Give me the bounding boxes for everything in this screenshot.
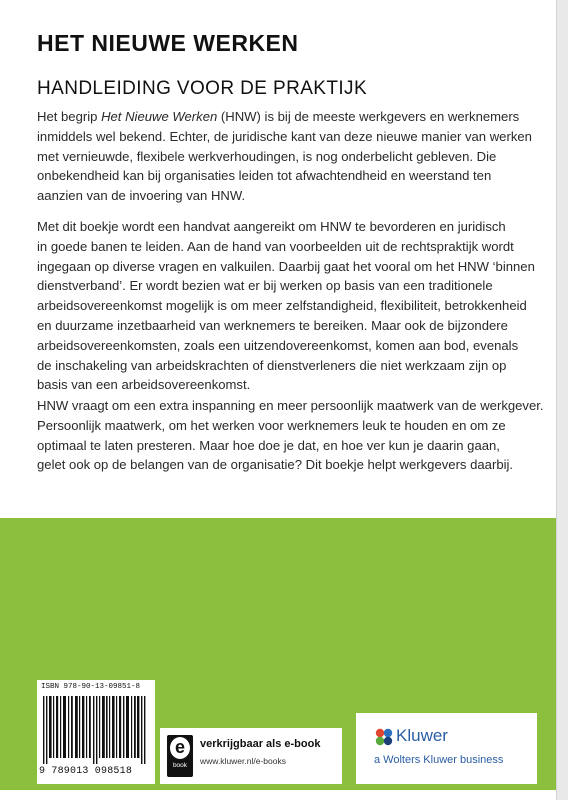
paragraph-line: inmiddels wel bekend. Echter, de juridische kant van deze nieuwe manier van werken (37, 128, 532, 144)
ebook-url: www.kluwer.nl/e-books (200, 756, 286, 766)
paragraph-line: en duurzame inzetbaarheid van werknemers te bereiken. Maar ook de bijzondere (37, 317, 508, 333)
paragraph-line: ingegaan op diverse vragen en valkuilen. Daarbij gaat het vooral om het HNW ‘binnen (37, 258, 535, 274)
ebook-icon (167, 735, 193, 777)
paragraph-line: arbeidsovereenkomsten, zoals een uitzendovereenkomst, komen aan bod, evenals (37, 337, 519, 353)
paragraph-line: optimaal te laten presteren. Maar hoe doe je dat, en hoe ver kun je daarin gaan, (37, 437, 500, 453)
barcode-icon (41, 696, 151, 764)
paragraph-line: de inschakeling van arbeidskrachten of dienstverleners die niet werkzaam zijn op (37, 357, 507, 373)
paragraph-maatwerk (37, 396, 544, 475)
ebook-badge (160, 728, 342, 784)
barcode-digits: 9 789013 098518 (39, 766, 133, 777)
paragraph-intro (37, 107, 537, 206)
paragraph-line: onbekendheid kan bij organisaties leiden tot afwachtendheid en weerstand ten (37, 168, 492, 184)
kluwer-logo-icon (374, 727, 394, 747)
paragraph-line: HNW vraagt om een extra inspanning en meer persoonlijk maatwerk van de werkgever. (37, 398, 544, 413)
paragraph-line: dienstverband’. Er wordt bezien wat er bij werken op basis van een traditionele (37, 278, 493, 294)
publisher-tagline: a Wolters Kluwer business (374, 754, 504, 766)
paragraph-line: met vernieuwde, flexibele werkverhoudingen, is nog onderbelicht gebleven. Die (37, 148, 497, 164)
paragraph-handvat (37, 217, 537, 395)
paragraph-line: basis van een arbeidsovereenkomst. (37, 377, 251, 393)
publisher-name: Kluwer (396, 726, 448, 745)
book-subtitle: HANDLEIDING VOOR DE PRAKTIJK (37, 78, 368, 99)
paragraph-line: arbeidsovereenkomst mogelijk is om meer zelfstandigheid, flexibiliteit, betrokkenheid (37, 298, 527, 314)
ebook-icon-letter: e (170, 737, 190, 759)
isbn-text: ISBN 978-90-13-09851-8 (41, 683, 141, 691)
book-title: HET NIEUWE WERKEN (37, 30, 299, 56)
hnw-term: Het Nieuwe Werken (101, 109, 218, 124)
paragraph-line: Met dit boekje wordt een handvat aangereikt om HNW te bevorderen en juridisch (37, 219, 506, 234)
publisher-block (356, 713, 537, 784)
barcode-label (37, 680, 155, 784)
paragraph-line: aanzien van de invoering van HNW. (37, 188, 246, 204)
page-edge (556, 0, 568, 800)
paragraph-line: gelet ook op de belangen van de organisatie? Dit boekje helpt werkgevers daarbij. (37, 457, 514, 473)
paragraph-line: Het begrip Het Nieuwe Werken (HNW) is bij de meeste werkgevers en werknemers (37, 109, 520, 124)
ebook-icon-caption: book (172, 762, 188, 769)
paragraph-line: in goede banen te leiden. Aan de hand van voorbeelden uit de rechtspraktijk wordt (37, 238, 514, 254)
paragraph-line: Persoonlijk maatwerk, om het werken voor werknemers leuk te houden en om ze (37, 417, 506, 433)
ebook-label: verkrijgbaar als e-book (200, 738, 321, 750)
